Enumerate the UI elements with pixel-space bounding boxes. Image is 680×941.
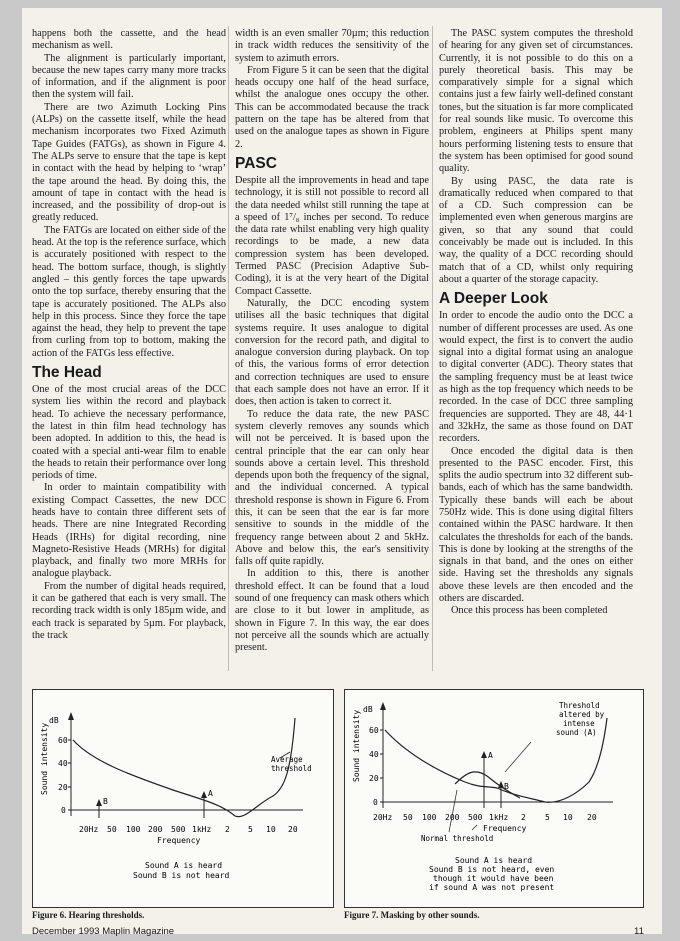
x-tick-label: 50	[403, 813, 413, 822]
y-axis-arrow-icon	[380, 702, 386, 710]
figure-note: if sound A was not present	[429, 883, 555, 892]
x-ticks	[79, 825, 298, 834]
threshold-label: sound (A)	[556, 728, 597, 737]
normal-threshold-label: Normal threshold	[421, 834, 494, 843]
threshold-label: intense	[563, 719, 595, 728]
figure-6-caption: Figure 6. Hearing thresholds.	[32, 910, 145, 920]
paragraph: By using PASC, the data rate is dramatically reduced when compared to that of a CD. Such compression can be implemented even when generous margins are given, so that any sound that could conceivably be made out is included. In this way, the quality of a DCC recording should match that of a CD, whilst only requiring about a quarter of the storage capacity.	[439, 175, 633, 285]
x-tick-label: 200	[445, 813, 460, 822]
figure-note: though it would have been	[433, 874, 554, 883]
y-tick-label: 60	[58, 736, 68, 745]
figure-6-hearing-thresholds	[32, 689, 334, 908]
page-number: 11	[634, 926, 644, 937]
x-axis-title: Frequency	[483, 824, 527, 833]
x-tick-label: 100	[422, 813, 437, 822]
paragraph: The FATGs are located on either side of the head. At the top is the reference surface, which is accurately positioned with respect to the head. The bottom surface, though, is slightly angled – this gently forces the tape upwards onto the top surface, thereby ensuring that the tape is accurately positioned. The ALPs also help in this process. Since they force the tape against the head, they help to prevent the tape from curling from top to bottom, making the action of the FATGs less effective.	[32, 224, 226, 359]
paragraph: Once this process has been completed	[451, 605, 608, 617]
y-ticks	[58, 736, 71, 815]
paragraph: The PASC system computes the threshold of hearing for any given set of circumstances. Currently, it is not possible to do this on a purely theoretical basis. This may be comparatively simple for a signal which contains just a few fairly well-defined constant tones, but the situation is far more complicated for real sounds like music. To overcome this problem, engineers at Philips spent many hours performing listening tests to ensure that the system has been optimised for good sound quality.	[439, 28, 633, 175]
y-axis-title: Sound intensity	[40, 722, 49, 795]
altered-threshold-curve	[455, 772, 520, 798]
y-tick-label: 60	[369, 726, 379, 735]
curve-label: Average threshold	[271, 755, 312, 773]
threshold-label: Threshold	[559, 701, 600, 710]
x-tick-label: 20Hz	[373, 813, 393, 822]
y-ticks	[369, 726, 383, 807]
label-leader	[449, 790, 457, 832]
paragraph: The alignment is particularly important, because the new tapes carry many more tracks of information, and if the alignment is poor then the system will fail.	[32, 52, 226, 101]
paragraph: There are two Azimuth Locking Pins (ALPs) on the cassette itself, while the head mechanism incorporates two Fixed Azimuth Tape Guides (FATGs), as shown in Figure 4. The ALPs serve to ensure that the tape is kept in contact with the head by helping to ‘wrap’ the tape around the head. By doing this, the amount of tape in contact with the head is increased, and the possibility of drop-out is greatly reduced.	[32, 101, 226, 224]
section-heading-pasc: PASC	[235, 154, 277, 172]
y-unit-label: dB	[363, 705, 373, 714]
y-tick-label: 20	[369, 774, 379, 783]
x-tick-label: 10	[266, 825, 276, 834]
paragraph: From Figure 5 it can be seen that the digital heads occupy one half of the head surface, whilst the analogue ones occupy the other. This can be accommodated because the track pattern on the tape has be altered from that used on the analogue tapes as shown in Figure 2.	[235, 64, 429, 150]
x-tick-label: 1kHz	[489, 813, 509, 822]
label-leader	[505, 742, 531, 772]
y-axis-arrow-icon	[68, 712, 74, 720]
x-tick-label: 10	[563, 813, 573, 822]
paragraph: In order to encode the audio onto the DCC a number of different processes are used. As one would expect, the first is to convert the audio signal into a digital format using an analogue to digital converter (ADC). Theory states that the sampling frequency must be at least twice as high as the top frequency which needs to be recorded. In the case of DCC three sampling frequencies are supported. They are 48, 44·1 and 32kHz, the same as those found on DAT recorders.	[439, 310, 633, 445]
text-column-2	[235, 28, 429, 655]
x-tick-label: 500	[171, 825, 186, 834]
figure-note: Sound B is not heard	[133, 871, 230, 880]
paragraph: Once encoded the digital data is then presented to the PASC encoder. First, this splits the audio spectrum into 32 different sub-bands, each of which has the same bandwidth. Typically these bands will each be about 750Hz wide. This is done using digital filters contained within the PASC hardware. It then calculates the thresholds for each of the bands. This is done by looking at the strengths of the signals in that band, and the ones on either side. Having set the thresholds any signals above these levels are then encoded and the others are discarded.	[439, 445, 633, 605]
x-tick-label: 20Hz	[79, 825, 99, 834]
sound-a-label: A	[208, 789, 213, 798]
paragraph: From the number of digital heads required, it can be gathered that each is very small. The recording track width is only 185µm wide, and each track is separated by 5µm. For playback, the track	[32, 580, 226, 641]
paragraph: In addition to this, there is another threshold effect. It can be found that a loud sound of one frequency can mask others which are close to it but lower in amplitude, as shown in Figure 7. In this way, the ear does not perceive all the sounds which are actually present.	[235, 568, 429, 654]
paragraph: Naturally, the DCC encoding system utilises all the basic techniques that digital systems require. It uses analogue to digital conversion for the record path, and digital to analogue conversion during playback. On top of this, the various forms of error detection and correction techniques are used to ensure that each sample does not have an error. If it does, then action is taken to correct it.	[235, 297, 429, 408]
sound-a-arrow-icon	[201, 791, 207, 798]
x-tick-label: 5	[248, 825, 253, 834]
x-tick-label: 2	[225, 825, 230, 834]
footer-issue: December 1993 Maplin Magazine	[32, 926, 175, 937]
paragraph: Despite all the improvements in head and tape technology, it is still not possible to record all the data needed whilst still running the tape at a speed of 1⁷/₈ inches per second. To reduce the data rate whilst enabling very high quality recordings to be made, a new data compression system has been developed. Termed PASC (Precision Adaptive Sub-Coding), it is at the very heart of the Digital Compact Cassette.	[235, 174, 429, 297]
figure-7-graph	[345, 690, 643, 907]
figure-7-caption: Figure 7. Masking by other sounds.	[344, 910, 480, 920]
x-tick-label: 500	[468, 813, 483, 822]
column-rule	[432, 26, 433, 671]
x-axis-title: Frequency	[157, 836, 201, 845]
x-tick-label: 20	[587, 813, 597, 822]
y-unit-label: dB	[49, 716, 59, 725]
figure-note: Sound A is heard	[145, 861, 223, 870]
text-column-3	[439, 28, 633, 618]
figure-7-masking	[344, 689, 644, 908]
label-leader	[472, 825, 477, 830]
section-heading-a-deeper-look: A Deeper Look	[439, 290, 548, 308]
x-ticks	[373, 813, 597, 822]
sound-a-label: A	[488, 751, 493, 760]
paragraph: In order to maintain compatibility with existing Compact Cassettes, the new DCC heads have to contain three different sets of heads. There are nine Integrated Recording Heads (IRHs) for digital recording, nine Magneto-Resistive Heads (MRHs) for digital playback, and finally two more MRHs for analogue playback.	[32, 482, 226, 580]
text-column-1	[32, 28, 226, 642]
figure-note: Sound B is not heard, even	[429, 865, 555, 874]
y-tick-label: 0	[373, 798, 378, 807]
sound-b-arrow-icon	[96, 799, 102, 806]
section-heading-the-head: The Head	[32, 364, 102, 382]
column-rule	[228, 26, 229, 671]
x-tick-label: 50	[107, 825, 117, 834]
sound-b-label: B	[504, 782, 509, 791]
paragraph: To reduce the data rate, the new PASC system cleverly removes any sounds which will not be perceived. It is based upon the central principle that the ear can only hear sounds above a certain level. This threshold depends upon both the frequency of the signal, and the individual concerned. A typical threshold response is shown in Figure 6. From this, it can be seen that the ear is far more sensitive to sounds in the middle of the frequency range between about 2 and 5kHz. Above and below this, the ear's sensitivity falls off quite rapidly.	[235, 408, 429, 568]
x-tick-label: 20	[288, 825, 298, 834]
x-tick-label: 1kHz	[192, 825, 212, 834]
x-tick-label: 5	[545, 813, 550, 822]
paragraph: happens both the cassette, and the head mechanism as well.	[32, 28, 226, 52]
paragraph: width is an even smaller 70µm; this reduction in track width reduces the sensitivity of the system to azimuth errors.	[235, 28, 429, 64]
threshold-label: altered by	[559, 710, 605, 719]
x-tick-label: 2	[521, 813, 526, 822]
x-tick-label: 200	[148, 825, 163, 834]
sound-b-label: B	[103, 797, 108, 806]
figure-note: Sound A is heard	[455, 856, 533, 865]
y-tick-label: 0	[61, 806, 66, 815]
y-axis-title: Sound intensity	[352, 709, 361, 782]
magazine-page	[22, 8, 662, 937]
figure-6-graph	[33, 690, 333, 907]
y-tick-label: 20	[58, 783, 68, 792]
y-tick-label: 40	[369, 750, 379, 759]
sound-a-arrow-icon	[481, 751, 487, 758]
paragraph: One of the most crucial areas of the DCC system lies within the record and playback head. To achieve the necessary performance, the latest in thin film head technology has been adopted. In addition to this, the head is coated with a special anti-wear film to enable the heads to retain their performance over long periods of time.	[32, 384, 226, 482]
y-tick-label: 40	[58, 759, 68, 768]
x-tick-label: 100	[126, 825, 141, 834]
